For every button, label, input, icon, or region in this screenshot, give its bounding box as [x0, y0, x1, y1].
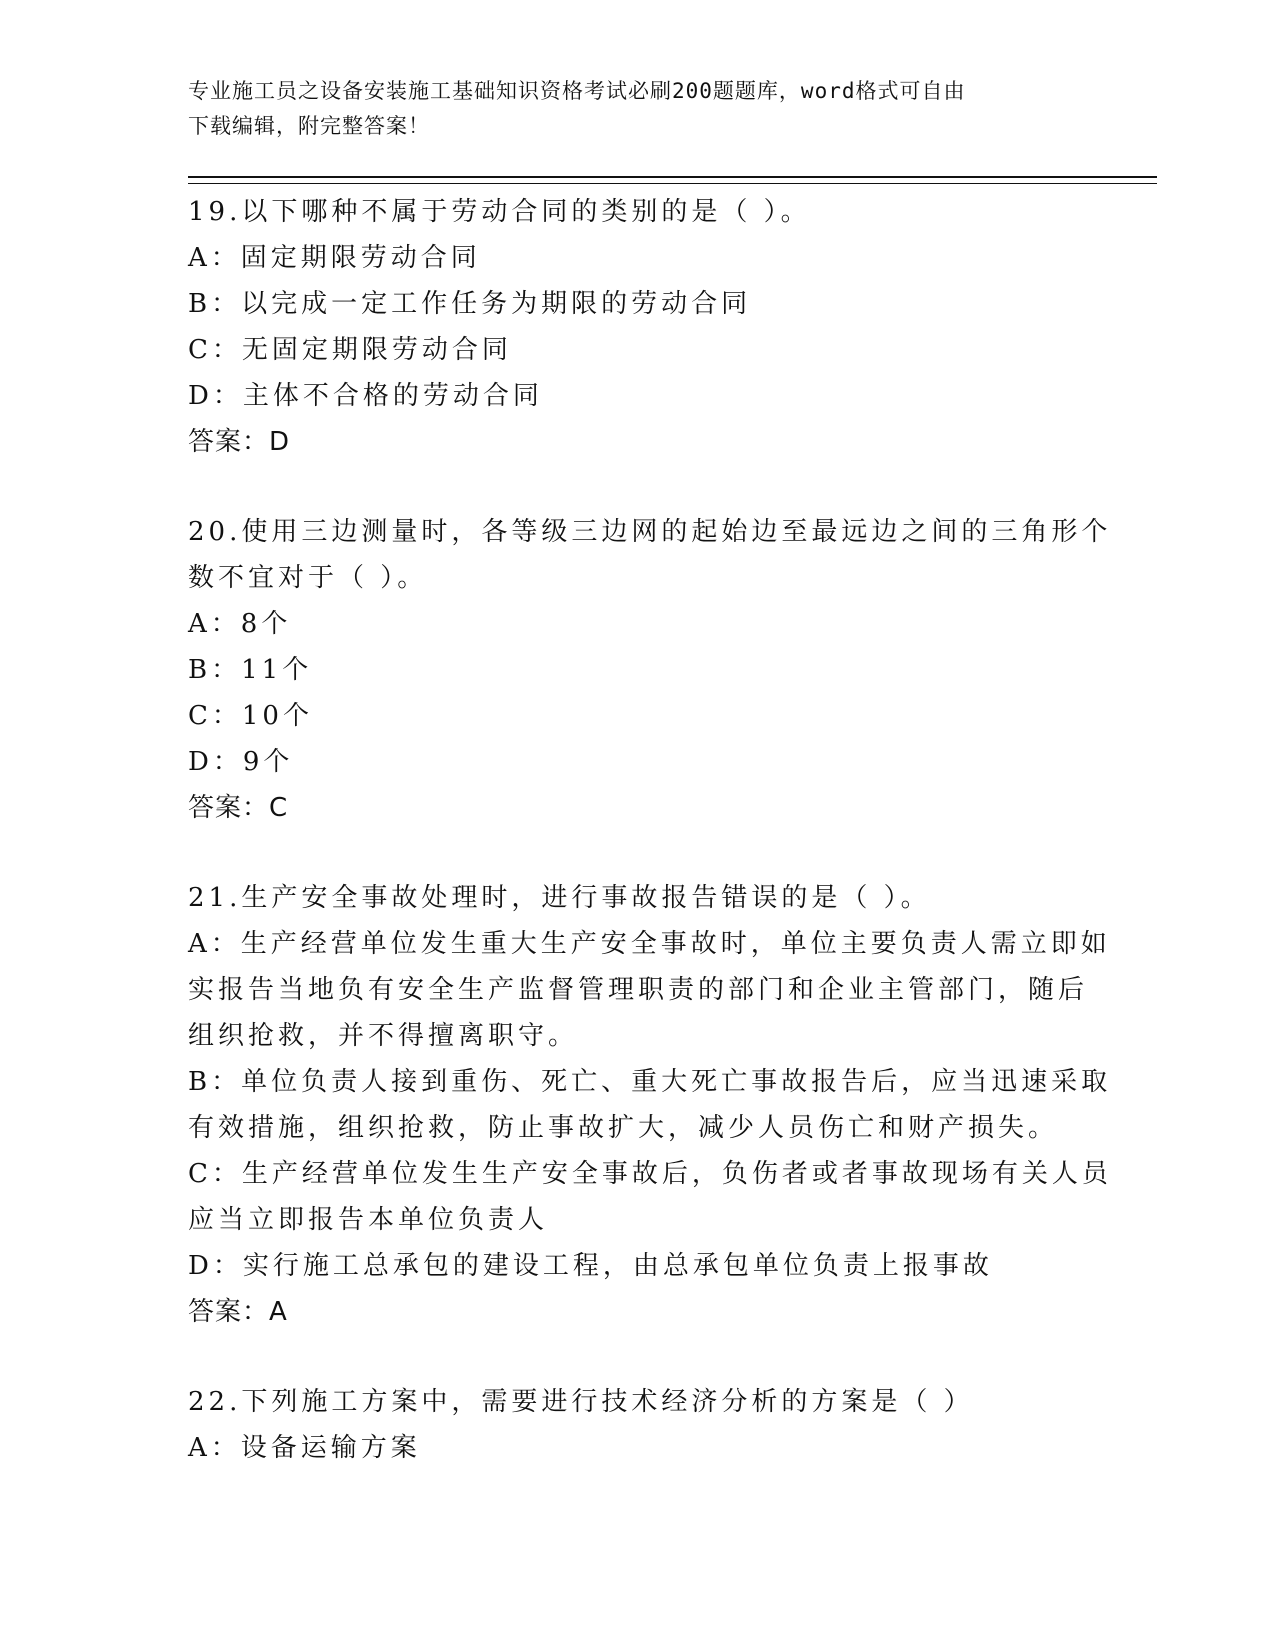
- question-list: [188, 189, 1112, 1515]
- option-c: C：无固定期限劳动合同: [188, 335, 512, 365]
- option-b: B：单位负责人接到重伤、死亡、重大死亡事故报告后，应当迅速采取: [188, 1067, 1112, 1097]
- question-20: [188, 509, 1112, 831]
- option-d: D：主体不合格的劳动合同: [188, 381, 543, 411]
- answer-line: 答案：D: [188, 427, 291, 457]
- header-divider-thin: [188, 183, 1157, 184]
- answer-line: 答案：A: [188, 1297, 288, 1327]
- header-divider-thick: [188, 176, 1157, 178]
- option-b: B：11个: [188, 655, 313, 685]
- answer-line: 答案：C: [188, 793, 289, 823]
- option-a-continued: 组织抢救，并不得擅离职守。: [188, 1021, 579, 1051]
- question-21: [188, 875, 1112, 1335]
- question-stem-continued: 数不宜对于（ ）。: [188, 563, 428, 593]
- option-a: A：固定期限劳动合同: [188, 243, 481, 273]
- option-a: A：生产经营单位发生重大生产安全事故时，单位主要负责人需立即如: [188, 929, 1111, 959]
- question-22: [188, 1379, 1088, 1471]
- question-stem: 21.生产安全事故处理时，进行事故报告错误的是（ ）。: [188, 883, 931, 913]
- option-c-continued: 应当立即报告本单位负责人: [188, 1205, 549, 1235]
- question-19: [188, 189, 1088, 465]
- option-a: A：8个: [188, 609, 292, 639]
- option-c: C：生产经营单位发生生产安全事故后，负伤者或者事故现场有关人员: [188, 1159, 1112, 1189]
- option-a-continued: 实报告当地负有安全生产监督管理职责的部门和企业主管部门，随后: [188, 975, 1089, 1005]
- header-line-1: 专业施工员之设备安装施工基础知识资格考试必刷200题题库，word格式可自由: [188, 79, 966, 103]
- option-c: C：10个: [188, 701, 313, 731]
- header-line-2: 下载编辑，附完整答案！: [188, 114, 430, 138]
- option-d: D：9个: [188, 747, 294, 777]
- option-b: B：以完成一定工作任务为期限的劳动合同: [188, 289, 752, 319]
- question-stem: 20.使用三边测量时，各等级三边网的起始边至最远边之间的三角形个: [188, 517, 1112, 547]
- option-b-continued: 有效措施，组织抢救，防止事故扩大，减少人员伤亡和财产损失。: [188, 1113, 1059, 1143]
- question-stem: 19.以下哪种不属于劳动合同的类别的是（ ）。: [188, 197, 811, 227]
- document-header: [188, 74, 1068, 144]
- option-d: D：实行施工总承包的建设工程，由总承包单位负责上报事故: [188, 1251, 993, 1281]
- option-a: A：设备运输方案: [188, 1433, 421, 1463]
- question-stem: 22.下列施工方案中，需要进行技术经济分析的方案是（ ）: [188, 1387, 974, 1417]
